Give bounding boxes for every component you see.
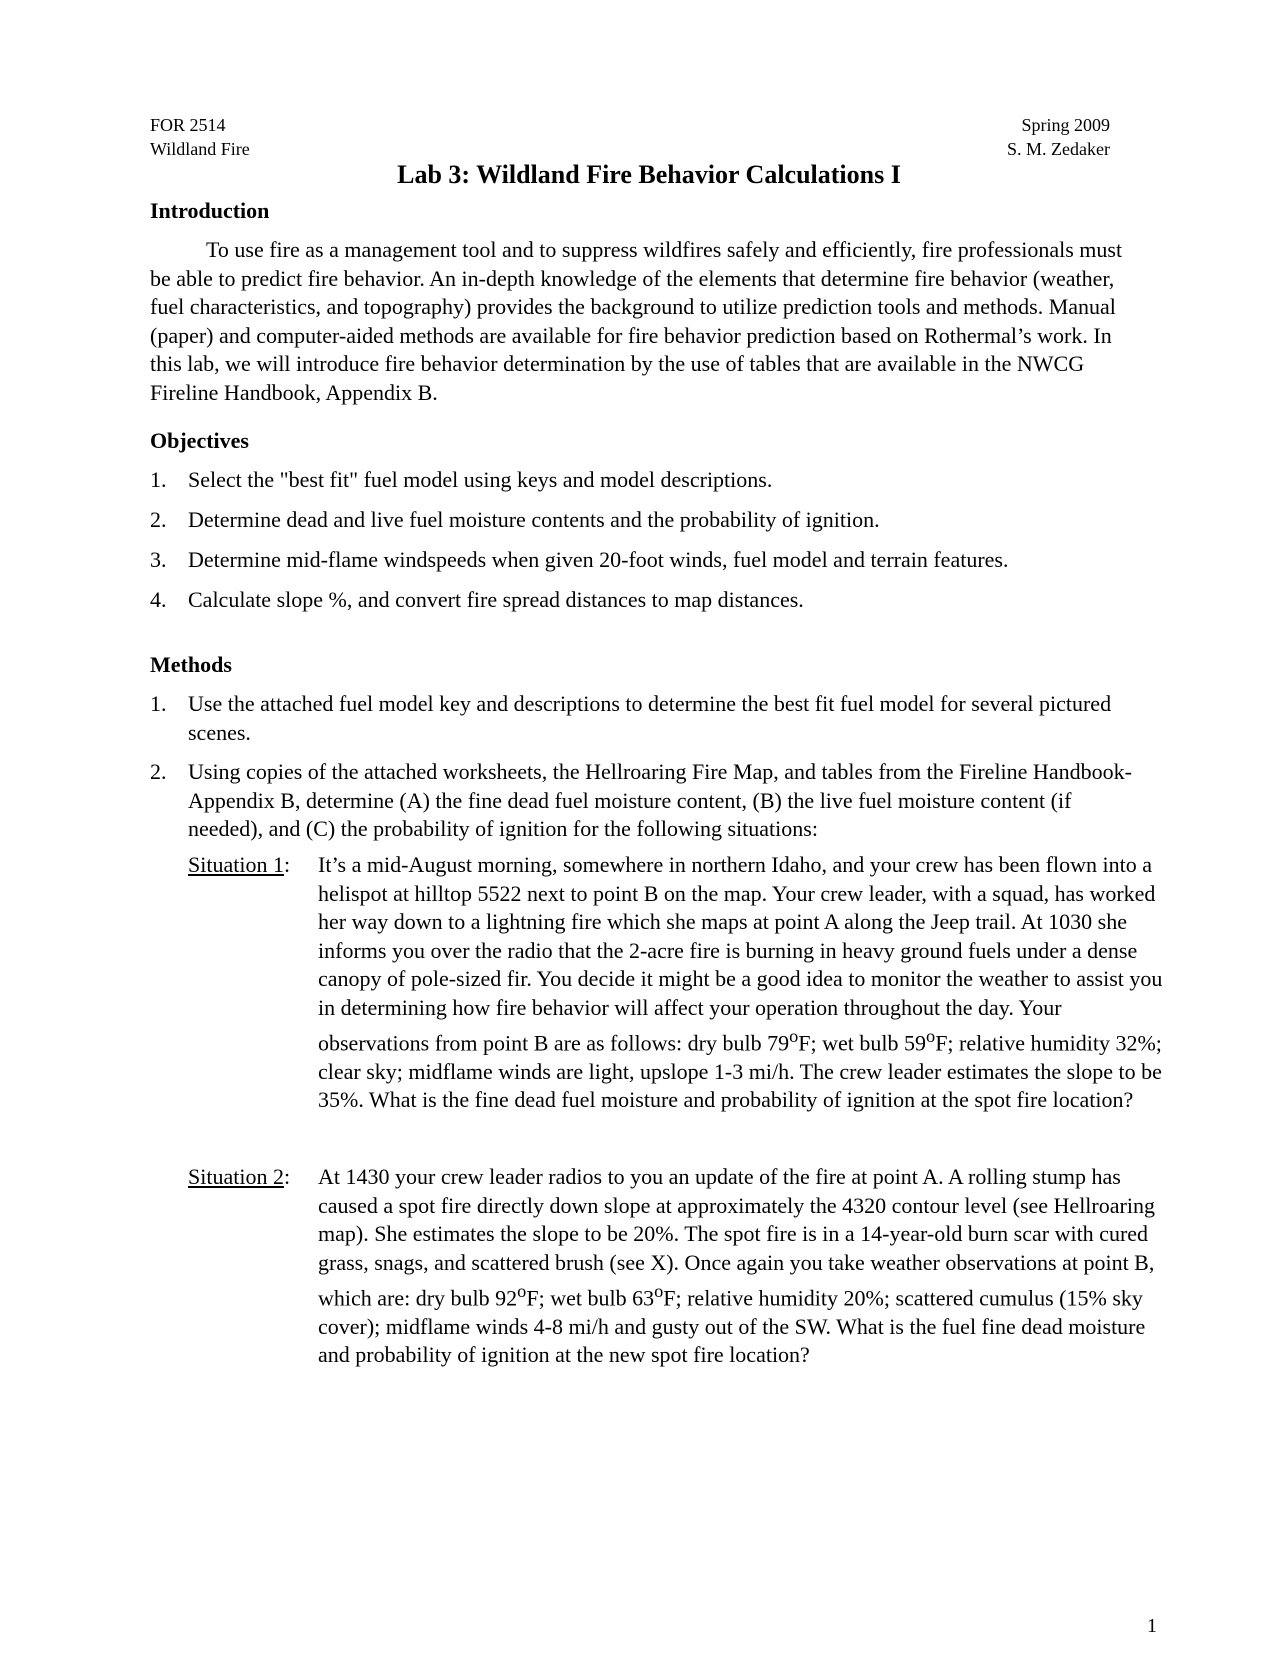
method-number: 1. bbox=[150, 691, 167, 716]
objective-number: 3. bbox=[150, 547, 167, 572]
objective-item bbox=[150, 466, 1150, 495]
term: Spring 2009 bbox=[1021, 115, 1110, 135]
method-item bbox=[150, 690, 1150, 747]
method-text: Use the attached fuel model key and descriptions to determine the best fit fuel model for several pictured scenes. bbox=[188, 691, 1112, 745]
objective-text: Select the "best fit" fuel model using keys and model descriptions. bbox=[188, 467, 773, 492]
objective-text: Determine dead and live fuel moisture contents and the probability of ignition. bbox=[188, 507, 880, 532]
course-subject: Wildland Fire bbox=[150, 139, 250, 159]
methods-heading: Methods bbox=[150, 652, 232, 677]
objective-item bbox=[150, 586, 1150, 615]
page-number: 1 bbox=[1147, 1615, 1157, 1637]
objective-item bbox=[150, 506, 1150, 535]
situation-text: At 1430 your crew leader radios to you an update of the fire at point A. A rolling stump has caused a spot fire directly down slope at approximately the 4320 contour level (see Hellroaring map). She estimates the slope to be 20%. The spot fire is in a 14-year-old burn scar with cured grass, snags, and scattered brush (see X). Once again you take weather observations at point B, which are: dry bulb 92$^o$F; wet bulb 63$^o$F; relative humidity 20%; scattered cumulus (15% sky cover); midflame winds 4-8 mi/h and gusty out of the SW. What is the fuel fine dead moisture and probability of ignition at the new spot fire location? bbox=[318, 1164, 1155, 1368]
instructor: S. M. Zedaker bbox=[1007, 139, 1110, 159]
objective-number: 1. bbox=[150, 467, 167, 492]
header-right bbox=[1007, 113, 1110, 161]
method-text: Using copies of the attached worksheets, the Hellroaring Fire Map, and tables from the Fireline Handbook-Appendix B, determine (A) the fine dead fuel moisture content, (B) the live fuel moisture content (if needed), and (C) the probability of ignition for the following situations: bbox=[188, 759, 1132, 841]
objectives-heading: Objectives bbox=[150, 428, 249, 453]
method-item bbox=[150, 758, 1150, 844]
situation-1 bbox=[188, 851, 1168, 1115]
situation-2 bbox=[188, 1163, 1168, 1370]
introduction-paragraph: To use fire as a management tool and to suppress wildfires safely and efficiently, fire professionals must be able to predict fire behavior. An in-depth knowledge of the elements that determine fire behavior (weather, fuel characteristics, and topography) provides the background to utilize prediction tools and methods. Manual (paper) and computer-aided methods are available for fire behavior prediction based on Rothermal’s work. In this lab, we will introduce fire behavior determination by the use of tables that are available in the NWCG Fireline Handbook, Appendix B. bbox=[150, 237, 1123, 405]
page-title: Lab 3: Wildland Fire Behavior Calculations I bbox=[397, 160, 901, 189]
objective-number: 2. bbox=[150, 507, 167, 532]
objective-number: 4. bbox=[150, 587, 167, 612]
method-number: 2. bbox=[150, 759, 167, 784]
situation-text: It’s a mid-August morning, somewhere in northern Idaho, and your crew has been flown into a helispot at hilltop 5522 next to point B on the map. Your crew leader, with a squad, has worked her way down to a lightning fire which she maps at point A along the Jeep trail. At 1030 she informs you over the radio that the 2-acre fire is burning in heavy ground fuels under a dense canopy of pole-sized fir. You decide it might be a good idea to monitor the weather to assist you in determining how fire behavior will affect your operation throughout the day. Your observations from point B are as follows: dry bulb 79$^o$F; wet bulb 59$^o$F; relative humidity 32%; clear sky; midflame winds are light, upslope 1-3 mi/h. The crew leader estimates the slope to be 35%. What is the fine dead fuel moisture and probability of ignition at the spot fire location? bbox=[318, 852, 1163, 1113]
introduction-heading: Introduction bbox=[150, 198, 270, 223]
situation-label: Situation 1: bbox=[188, 852, 291, 877]
objective-item bbox=[150, 546, 1150, 575]
objective-text: Calculate slope %, and convert fire spread distances to map distances. bbox=[188, 587, 804, 612]
situation-label: Situation 2: bbox=[188, 1164, 291, 1189]
header-left bbox=[150, 113, 250, 161]
objective-text: Determine mid-flame windspeeds when given 20-foot winds, fuel model and terrain features. bbox=[188, 547, 1009, 572]
course-code: FOR 2514 bbox=[150, 115, 226, 135]
